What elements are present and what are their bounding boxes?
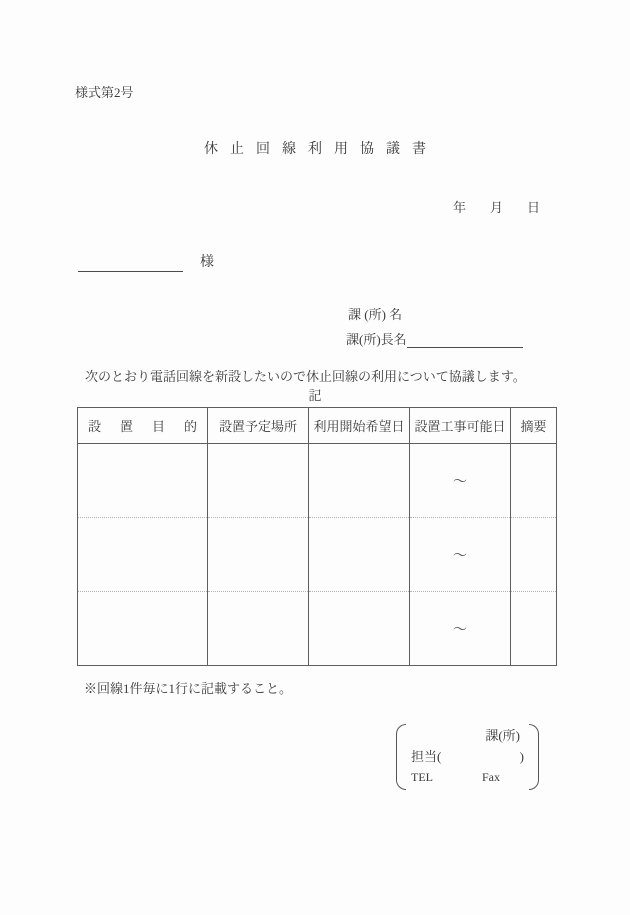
cell-location — [208, 592, 309, 666]
date-day-label: 日 — [526, 200, 540, 215]
cell-purpose — [78, 592, 208, 666]
cell-work-period: 〜 — [410, 518, 511, 592]
contact-staff-line — [411, 748, 524, 766]
record-mark: 記 — [308, 388, 322, 403]
header-work-period: 設置工事可能日 — [410, 408, 511, 444]
form-number: 様式第2号 — [75, 85, 134, 100]
table-header-row — [78, 408, 557, 444]
date-month-label: 月 — [489, 200, 503, 215]
table-row — [78, 592, 557, 666]
header-remarks: 摘要 — [511, 408, 557, 444]
cell-remarks — [511, 518, 557, 592]
addressee-line — [78, 252, 214, 272]
cell-start-date — [309, 444, 410, 518]
cell-start-date — [309, 592, 410, 666]
left-parenthesis-bracket — [396, 724, 406, 790]
cell-start-date — [309, 518, 410, 592]
document-title: 休止回線利用協議書 — [204, 142, 438, 157]
header-location: 設置予定場所 — [208, 408, 309, 444]
cell-remarks — [511, 592, 557, 666]
sender-dept-label: 課 (所) 名 — [348, 307, 403, 322]
right-parenthesis-bracket — [529, 724, 539, 790]
sender-chief-label: 課(所)長名 — [346, 332, 407, 347]
addressee-blank-field — [78, 253, 183, 272]
cell-work-period: 〜 — [410, 444, 511, 518]
cell-purpose — [78, 518, 208, 592]
sender-chief-line — [346, 329, 523, 348]
contact-telfax-line — [411, 768, 524, 786]
consultation-table — [77, 407, 557, 666]
body-text: 次のとおり電話回線を新設したいので休止回線の利用について協議します。 — [85, 369, 526, 384]
contact-block — [396, 724, 539, 790]
date-year-label: 年 — [452, 200, 466, 215]
table-note: ※回線1件毎に1行に記載すること。 — [84, 681, 293, 696]
contact-tel-label: TEL — [411, 770, 433, 784]
header-start-date: 利用開始希望日 — [309, 408, 410, 444]
cell-remarks — [511, 444, 557, 518]
header-purpose: 設置目的 — [78, 408, 208, 444]
cell-purpose — [78, 444, 208, 518]
cell-location — [208, 444, 309, 518]
cell-work-period: 〜 — [410, 592, 511, 666]
contact-content — [406, 724, 529, 790]
contact-staff-close-paren: ) — [519, 748, 524, 764]
contact-staff-label: 担当( — [411, 748, 442, 764]
cell-location — [208, 518, 309, 592]
date-line — [453, 197, 540, 216]
addressee-suffix: 様 — [200, 255, 214, 270]
chief-name-blank-field — [407, 332, 523, 348]
contact-fax-label: Fax — [482, 770, 500, 784]
sender-block — [346, 304, 523, 348]
contact-dept-label: 課(所) — [485, 728, 520, 743]
table-row — [78, 444, 557, 518]
table-row — [78, 518, 557, 592]
